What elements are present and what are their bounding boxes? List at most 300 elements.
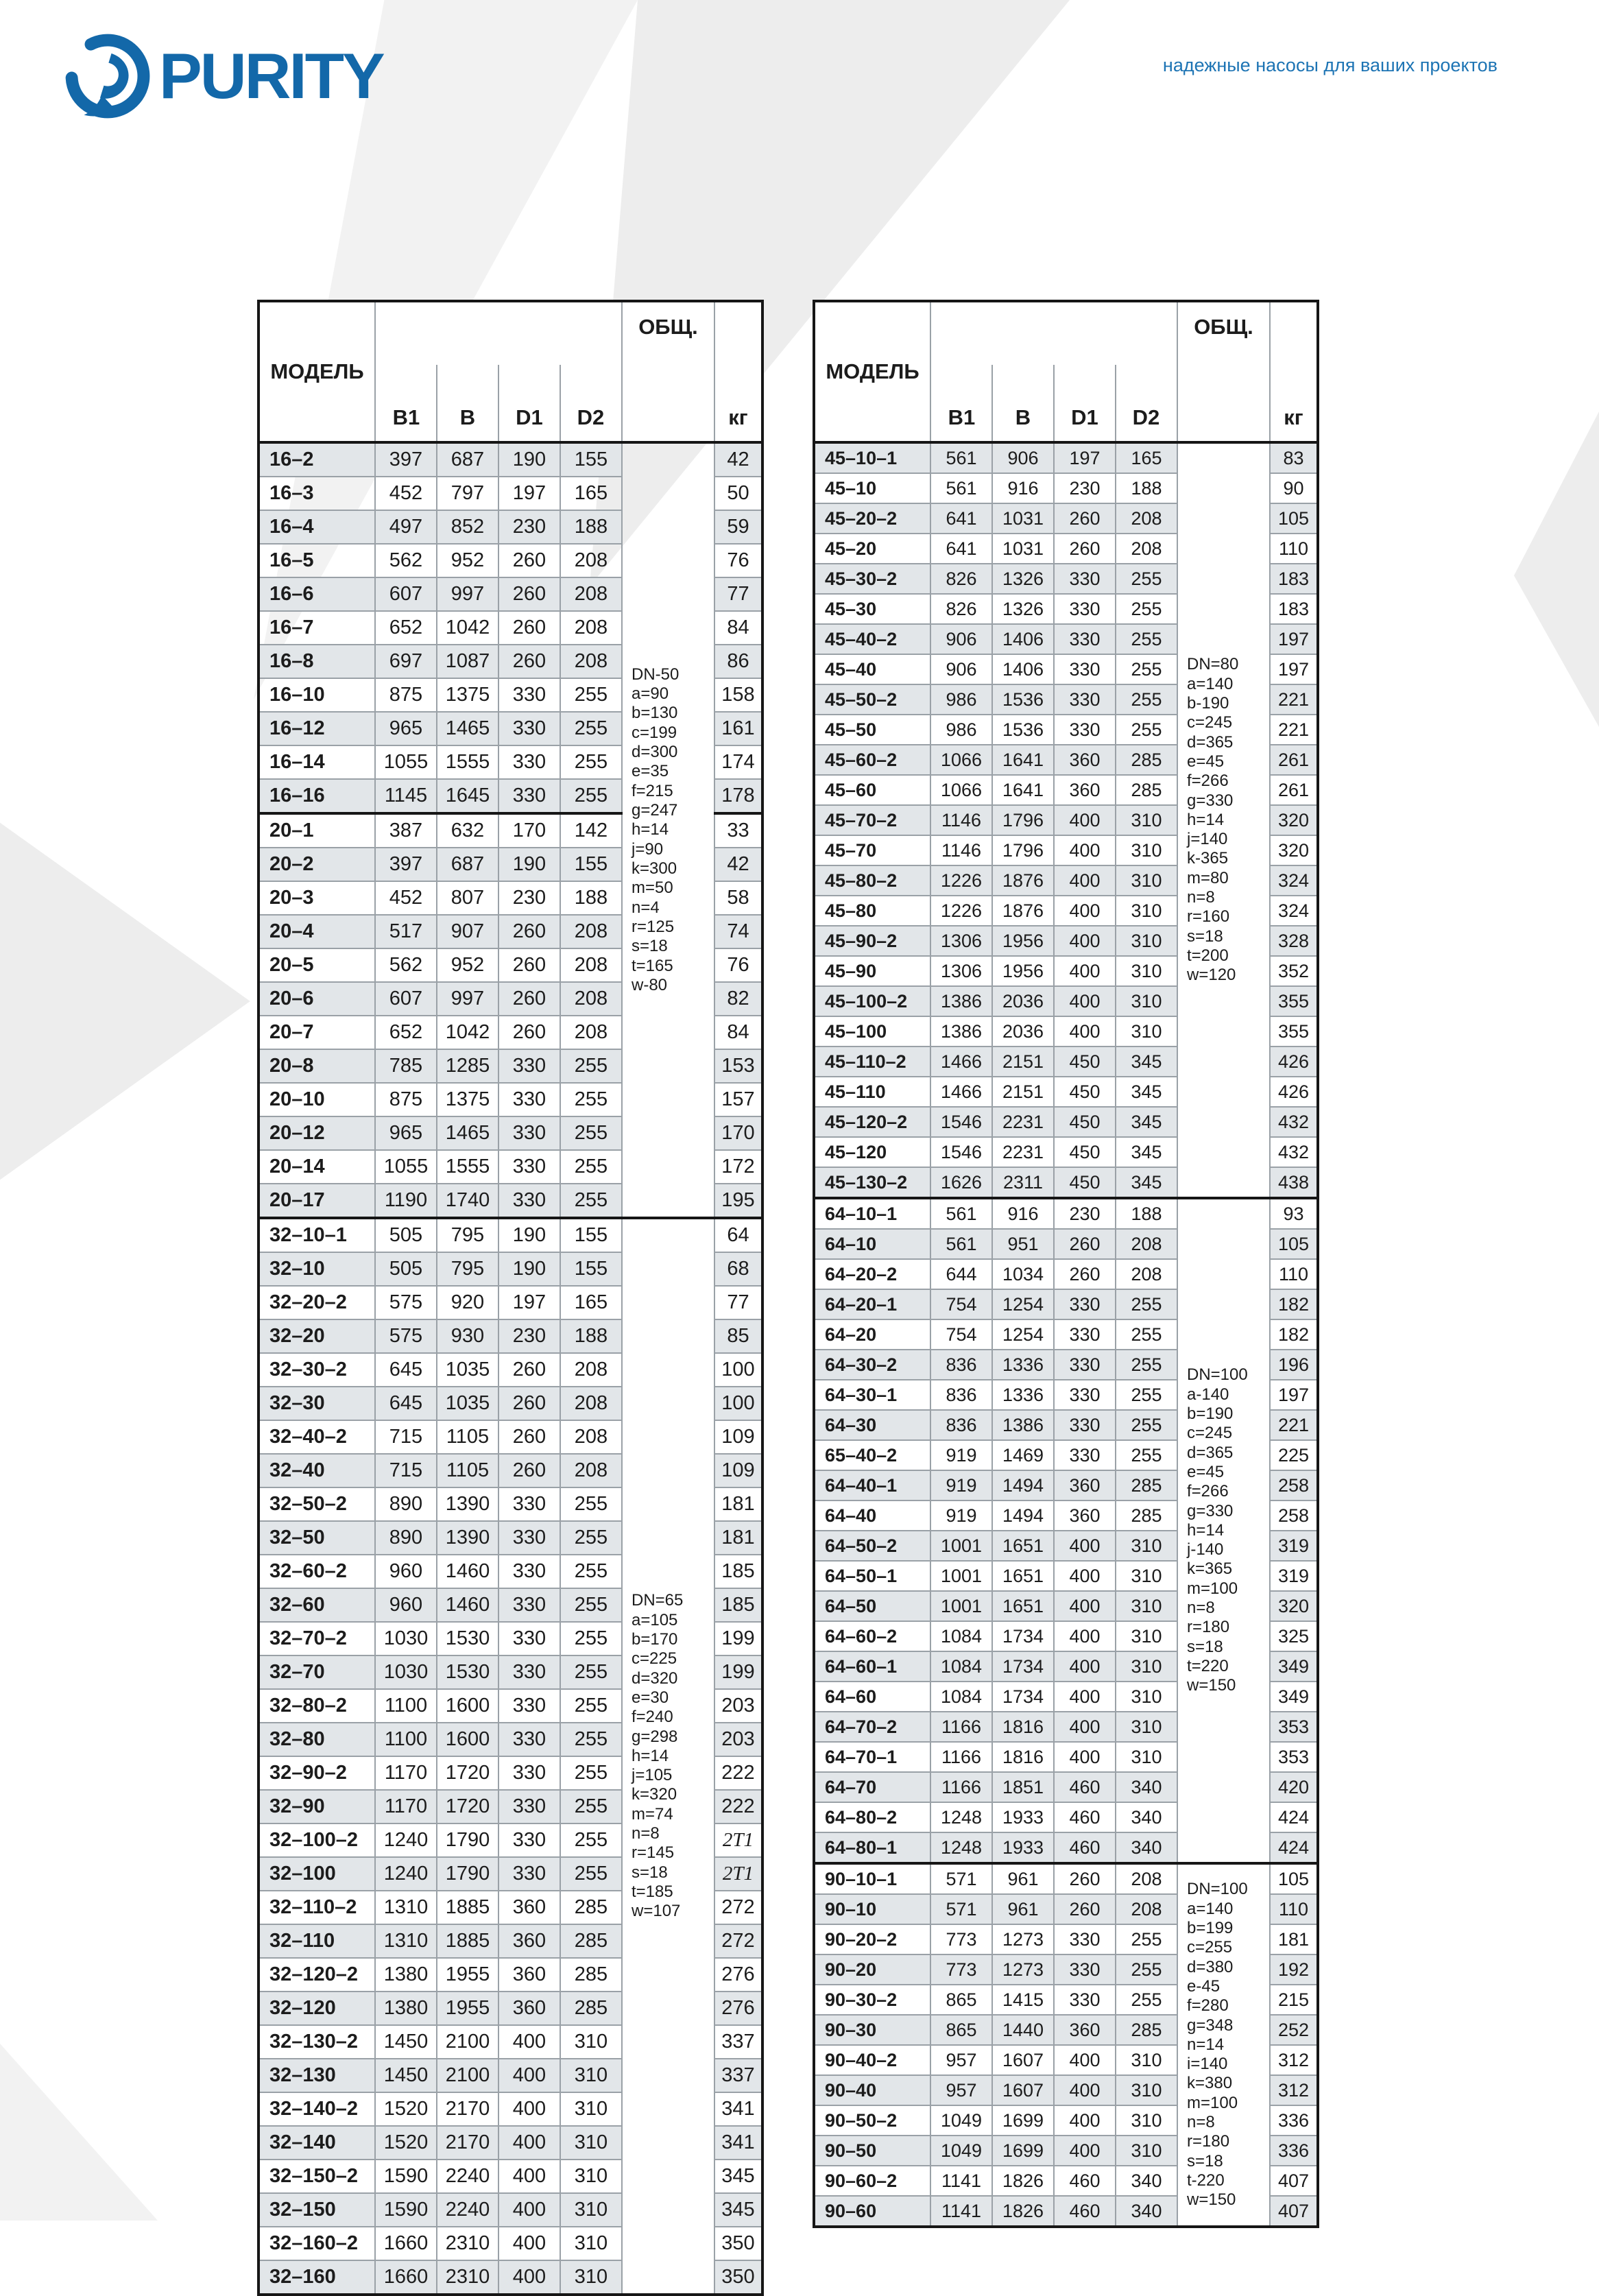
- d2-cell: 345: [1116, 1137, 1177, 1167]
- d2-cell: 345: [1116, 1107, 1177, 1137]
- d2-cell: 340: [1116, 2166, 1177, 2196]
- model-cell: 20–2: [259, 848, 375, 881]
- kg-cell: 196: [1270, 1350, 1318, 1380]
- d1-cell: 330: [1054, 564, 1116, 594]
- kg-cell: 320: [1270, 1591, 1318, 1621]
- model-cell: 20–10: [259, 1083, 375, 1116]
- dim-line: n=8: [1187, 888, 1215, 907]
- dim-line: f=266: [1187, 772, 1229, 791]
- d1-cell: 460: [1054, 1832, 1116, 1863]
- b1-cell: 1386: [930, 986, 992, 1016]
- d1-cell: 400: [1054, 1016, 1116, 1047]
- d1-cell: 330: [498, 1555, 560, 1588]
- d1-cell: 330: [498, 779, 560, 813]
- b1-cell: 836: [930, 1380, 992, 1410]
- d2-cell: 208: [1116, 534, 1177, 564]
- b-cell: 1790: [437, 1857, 498, 1891]
- b1-cell: 644: [930, 1259, 992, 1289]
- dim-line: f=240: [632, 1708, 673, 1727]
- kg-cell: 77: [714, 577, 762, 611]
- model-cell: 16–10: [259, 678, 375, 712]
- b-cell: 1494: [992, 1500, 1054, 1531]
- model-cell: 45–90–2: [814, 926, 930, 956]
- b1-cell: 1240: [375, 1857, 437, 1891]
- d2-cell: 310: [1116, 986, 1177, 1016]
- b1-cell: 1520: [375, 2126, 437, 2160]
- kg-cell: 272: [714, 1924, 762, 1958]
- b1-cell: 1310: [375, 1924, 437, 1958]
- dim-line: r=180: [1187, 1618, 1230, 1637]
- dim-line: j=105: [632, 1766, 673, 1785]
- d2-cell: 208: [560, 544, 622, 577]
- kg-cell: 336: [1270, 2136, 1318, 2166]
- d2-cell: 155: [560, 442, 622, 477]
- d2-cell: 310: [1116, 1742, 1177, 1772]
- b1-cell: 1030: [375, 1655, 437, 1689]
- b-cell: 1035: [437, 1353, 498, 1387]
- d1-cell: 330: [1054, 715, 1116, 745]
- model-cell: 64–50–1: [814, 1561, 930, 1591]
- d2-cell: 255: [560, 1116, 622, 1150]
- model-cell: 45–60–2: [814, 745, 930, 775]
- col-header-d1: D1: [1054, 301, 1116, 442]
- d2-cell: 285: [1116, 1470, 1177, 1500]
- b-cell: 795: [437, 1218, 498, 1252]
- model-cell: 64–50: [814, 1591, 930, 1621]
- b1-cell: 561: [930, 442, 992, 473]
- dims-annotation: [622, 1218, 714, 2295]
- d1-cell: 360: [1054, 2015, 1116, 2045]
- b1-cell: 1240: [375, 1823, 437, 1857]
- d2-cell: 255: [560, 1184, 622, 1218]
- model-cell: 32–90–2: [259, 1756, 375, 1790]
- b-cell: 1651: [992, 1531, 1054, 1561]
- d2-cell: 310: [1116, 1712, 1177, 1742]
- model-cell: 32–50–2: [259, 1487, 375, 1521]
- kg-cell: 221: [1270, 715, 1318, 745]
- kg-cell: 68: [714, 1252, 762, 1286]
- b-cell: 2100: [437, 2059, 498, 2092]
- d1-cell: 360: [498, 1924, 560, 1958]
- d2-cell: 310: [1116, 1682, 1177, 1712]
- d2-cell: 188: [1116, 1198, 1177, 1229]
- model-cell: 16–5: [259, 544, 375, 577]
- kg-cell: 276: [714, 1992, 762, 2025]
- dim-line: DN=100: [1187, 1365, 1248, 1385]
- b1-cell: 1386: [930, 1016, 992, 1047]
- kg-cell: 432: [1270, 1137, 1318, 1167]
- model-cell: 64–40: [814, 1500, 930, 1531]
- kg-cell: 345: [714, 2193, 762, 2227]
- kg-cell: 84: [714, 1016, 762, 1049]
- dim-line: c=199: [632, 723, 677, 742]
- b-cell: 1042: [437, 1016, 498, 1049]
- purity-logo-icon: [60, 29, 155, 123]
- b-cell: 1720: [437, 1756, 498, 1790]
- d2-cell: 208: [560, 1353, 622, 1387]
- b1-cell: 1100: [375, 1723, 437, 1756]
- b1-cell: 1546: [930, 1137, 992, 1167]
- b-cell: 2151: [992, 1077, 1054, 1107]
- model-cell: 45–60: [814, 775, 930, 805]
- kg-cell: 336: [1270, 2105, 1318, 2136]
- b1-cell: 960: [375, 1588, 437, 1622]
- b-cell: 1042: [437, 611, 498, 645]
- model-cell: 45–50–2: [814, 684, 930, 715]
- kg-cell: 258: [1270, 1470, 1318, 1500]
- dim-line: w-80: [632, 975, 668, 994]
- d1-cell: 330: [498, 1622, 560, 1655]
- d2-cell: 310: [1116, 896, 1177, 926]
- b1-cell: 754: [930, 1289, 992, 1319]
- col-header-b1: B1: [375, 301, 437, 442]
- dim-line: g=247: [632, 801, 678, 820]
- b1-cell: 919: [930, 1440, 992, 1470]
- d2-cell: 255: [560, 1723, 622, 1756]
- model-cell: 20–3: [259, 881, 375, 915]
- d1-cell: 260: [1054, 1229, 1116, 1259]
- d1-cell: 260: [498, 1353, 560, 1387]
- kg-cell: 319: [1270, 1531, 1318, 1561]
- d1-cell: 360: [1054, 775, 1116, 805]
- model-cell: 45–70–2: [814, 805, 930, 835]
- table-header-row: [259, 301, 762, 442]
- kg-cell: 328: [1270, 926, 1318, 956]
- kg-cell: 2T1: [714, 1857, 762, 1891]
- kg-cell: 59: [714, 510, 762, 544]
- b-cell: 1536: [992, 715, 1054, 745]
- d2-cell: 310: [560, 2025, 622, 2059]
- kg-cell: 221: [1270, 684, 1318, 715]
- model-cell: 64–20: [814, 1319, 930, 1350]
- dim-line: n=14: [1187, 2035, 1225, 2054]
- b-cell: 2311: [992, 1167, 1054, 1198]
- b1-cell: 645: [375, 1387, 437, 1420]
- d2-cell: 310: [560, 2126, 622, 2160]
- b1-cell: 754: [930, 1319, 992, 1350]
- b-cell: 795: [437, 1252, 498, 1286]
- d2-cell: 208: [560, 577, 622, 611]
- kg-cell: 312: [1270, 2045, 1318, 2075]
- d1-cell: 197: [498, 477, 560, 510]
- col-header-obsh: ОБЩ.: [1177, 301, 1270, 442]
- dim-line: n=4: [632, 898, 660, 917]
- b-cell: 1956: [992, 956, 1054, 986]
- b-cell: 1796: [992, 835, 1054, 865]
- dim-line: t=165: [632, 956, 673, 975]
- kg-cell: 424: [1270, 1802, 1318, 1832]
- kg-cell: 174: [714, 745, 762, 779]
- b1-cell: 1001: [930, 1591, 992, 1621]
- dim-line: t=185: [632, 1882, 673, 1902]
- d2-cell: 255: [1116, 1440, 1177, 1470]
- dim-line: w=120: [1187, 966, 1236, 985]
- d2-cell: 255: [560, 678, 622, 712]
- dim-line: b=170: [632, 1629, 678, 1649]
- b-cell: 1740: [437, 1184, 498, 1218]
- kg-cell: 197: [1270, 654, 1318, 684]
- table-row: [814, 1863, 1318, 1894]
- d1-cell: 260: [498, 544, 560, 577]
- kg-cell: 83: [1270, 442, 1318, 473]
- b1-cell: 641: [930, 534, 992, 564]
- d1-cell: 400: [1054, 835, 1116, 865]
- d2-cell: 310: [1116, 1591, 1177, 1621]
- model-cell: 45–70: [814, 835, 930, 865]
- b-cell: 1390: [437, 1487, 498, 1521]
- d1-cell: 400: [498, 2260, 560, 2295]
- model-cell: 90–30–2: [814, 1985, 930, 2015]
- b-cell: 1254: [992, 1289, 1054, 1319]
- dim-line: f=215: [632, 781, 673, 800]
- b1-cell: 607: [375, 982, 437, 1016]
- b-cell: 1536: [992, 684, 1054, 715]
- b1-cell: 652: [375, 1016, 437, 1049]
- dim-line: s=18: [1187, 1637, 1223, 1656]
- b1-cell: 1190: [375, 1184, 437, 1218]
- kg-cell: 58: [714, 881, 762, 915]
- b-cell: 951: [992, 1229, 1054, 1259]
- b-cell: 1956: [992, 926, 1054, 956]
- col-header-b: B: [437, 301, 498, 442]
- model-cell: 16–6: [259, 577, 375, 611]
- b1-cell: 1049: [930, 2105, 992, 2136]
- b-cell: 1641: [992, 775, 1054, 805]
- d2-cell: 310: [1116, 2045, 1177, 2075]
- dim-line: k=320: [632, 1785, 677, 1804]
- d2-cell: 285: [560, 1958, 622, 1992]
- b-cell: 2231: [992, 1137, 1054, 1167]
- b1-cell: 715: [375, 1454, 437, 1487]
- b-cell: 2310: [437, 2227, 498, 2260]
- dim-line: r=145: [632, 1843, 675, 1863]
- d1-cell: 400: [498, 2059, 560, 2092]
- b1-cell: 1660: [375, 2227, 437, 2260]
- d2-cell: 310: [1116, 865, 1177, 896]
- d2-cell: 255: [1116, 564, 1177, 594]
- b1-cell: 1055: [375, 745, 437, 779]
- b1-cell: 1310: [375, 1891, 437, 1924]
- b1-cell: 1166: [930, 1742, 992, 1772]
- model-cell: 32–120: [259, 1992, 375, 2025]
- b1-cell: 986: [930, 715, 992, 745]
- b1-cell: 1226: [930, 896, 992, 926]
- d1-cell: 197: [1054, 442, 1116, 473]
- kg-cell: 64: [714, 1218, 762, 1252]
- kg-cell: 341: [714, 2126, 762, 2160]
- dim-line: m=74: [632, 1804, 673, 1823]
- d1-cell: 330: [1054, 1410, 1116, 1440]
- kg-cell: 157: [714, 1083, 762, 1116]
- b1-cell: 1590: [375, 2193, 437, 2227]
- d1-cell: 400: [1054, 1651, 1116, 1682]
- b1-cell: 960: [375, 1555, 437, 1588]
- model-cell: 32–130–2: [259, 2025, 375, 2059]
- model-cell: 45–30: [814, 594, 930, 624]
- b1-cell: 1146: [930, 835, 992, 865]
- kg-cell: 182: [1270, 1319, 1318, 1350]
- kg-cell: 337: [714, 2025, 762, 2059]
- model-cell: 64–80–1: [814, 1832, 930, 1863]
- b-cell: 1460: [437, 1555, 498, 1588]
- model-cell: 64–40–1: [814, 1470, 930, 1500]
- kg-cell: 272: [714, 1891, 762, 1924]
- b-cell: 916: [992, 1198, 1054, 1229]
- b-cell: 687: [437, 442, 498, 477]
- d1-cell: 330: [1054, 654, 1116, 684]
- d2-cell: 310: [1116, 1016, 1177, 1047]
- kg-cell: 199: [714, 1655, 762, 1689]
- kg-cell: 312: [1270, 2075, 1318, 2105]
- b1-cell: 1055: [375, 1150, 437, 1184]
- kg-cell: 82: [714, 982, 762, 1016]
- b1-cell: 1306: [930, 926, 992, 956]
- kg-cell: 77: [714, 1286, 762, 1319]
- d1-cell: 260: [498, 915, 560, 948]
- b-cell: 2036: [992, 1016, 1054, 1047]
- model-cell: 45–30–2: [814, 564, 930, 594]
- model-cell: 32–10–1: [259, 1218, 375, 1252]
- b1-cell: 561: [930, 473, 992, 503]
- b-cell: 2240: [437, 2193, 498, 2227]
- b1-cell: 1001: [930, 1531, 992, 1561]
- b-cell: 1933: [992, 1832, 1054, 1863]
- b-cell: 1326: [992, 564, 1054, 594]
- col-header-d2: D2: [1116, 301, 1177, 442]
- d2-cell: 255: [560, 1689, 622, 1723]
- b-cell: 1375: [437, 1083, 498, 1116]
- d1-cell: 450: [1054, 1077, 1116, 1107]
- col-header-d2: D2: [560, 301, 622, 442]
- kg-cell: 90: [1270, 473, 1318, 503]
- dim-line: d=300: [632, 743, 678, 762]
- model-cell: 64–80–2: [814, 1802, 930, 1832]
- d1-cell: 230: [1054, 473, 1116, 503]
- b1-cell: 1146: [930, 805, 992, 835]
- d2-cell: 208: [560, 1454, 622, 1487]
- right-dimensions-table: [813, 300, 1319, 2228]
- kg-cell: 276: [714, 1958, 762, 1992]
- watermark-shape: [0, 2044, 158, 2221]
- b1-cell: 505: [375, 1218, 437, 1252]
- b-cell: 1285: [437, 1049, 498, 1083]
- b1-cell: 1248: [930, 1832, 992, 1863]
- dim-line: f=280: [1187, 1996, 1229, 2016]
- d2-cell: 255: [1116, 624, 1177, 654]
- b1-cell: 1380: [375, 1958, 437, 1992]
- b1-cell: 965: [375, 712, 437, 745]
- kg-cell: 197: [1270, 1380, 1318, 1410]
- d2-cell: 208: [560, 948, 622, 982]
- model-cell: 16–8: [259, 645, 375, 678]
- b1-cell: 1450: [375, 2059, 437, 2092]
- d2-cell: 255: [560, 1622, 622, 1655]
- col-header-d1: D1: [498, 301, 560, 442]
- d2-cell: 255: [560, 712, 622, 745]
- dim-line: w=150: [1187, 2190, 1236, 2210]
- d2-cell: 208: [560, 915, 622, 948]
- b-cell: 1826: [992, 2166, 1054, 2196]
- b-cell: 1336: [992, 1350, 1054, 1380]
- b-cell: 1699: [992, 2136, 1054, 2166]
- kg-cell: 407: [1270, 2196, 1318, 2227]
- d1-cell: 330: [1054, 624, 1116, 654]
- d2-cell: 310: [1116, 2136, 1177, 2166]
- d2-cell: 310: [1116, 1621, 1177, 1651]
- col-header-b: B: [992, 301, 1054, 442]
- b-cell: 2151: [992, 1047, 1054, 1077]
- model-cell: 90–40–2: [814, 2045, 930, 2075]
- dim-line: b=190: [1187, 1404, 1234, 1423]
- model-cell: 64–20–1: [814, 1289, 930, 1319]
- kg-cell: 325: [1270, 1621, 1318, 1651]
- d2-cell: 345: [1116, 1167, 1177, 1198]
- dim-line: k=380: [1187, 2074, 1233, 2093]
- model-cell: 32–110: [259, 1924, 375, 1958]
- dim-line: d=365: [1187, 1443, 1234, 1462]
- d1-cell: 460: [1054, 1802, 1116, 1832]
- b-cell: 907: [437, 915, 498, 948]
- d1-cell: 400: [1054, 2136, 1116, 2166]
- d1-cell: 400: [498, 2025, 560, 2059]
- model-cell: 32–130: [259, 2059, 375, 2092]
- d2-cell: 255: [560, 1588, 622, 1622]
- kg-cell: 195: [714, 1184, 762, 1218]
- model-cell: 90–60–2: [814, 2166, 930, 2196]
- d2-cell: 310: [1116, 1651, 1177, 1682]
- dim-line: e-45: [1187, 1976, 1221, 1996]
- d1-cell: 400: [1054, 896, 1116, 926]
- kg-cell: 438: [1270, 1167, 1318, 1198]
- b1-cell: 575: [375, 1319, 437, 1353]
- dim-line: h=14: [1187, 1520, 1225, 1540]
- b1-cell: 561: [930, 1229, 992, 1259]
- kg-cell: 225: [1270, 1440, 1318, 1470]
- kg-cell: 320: [1270, 835, 1318, 865]
- d2-cell: 188: [1116, 473, 1177, 503]
- d1-cell: 330: [498, 1184, 560, 1218]
- d1-cell: 400: [498, 2092, 560, 2126]
- b-cell: 1645: [437, 779, 498, 813]
- dim-line: g=348: [1187, 2016, 1234, 2035]
- d2-cell: 310: [560, 2193, 622, 2227]
- b-cell: 1651: [992, 1561, 1054, 1591]
- dim-line: h=14: [1187, 810, 1225, 829]
- b1-cell: 1546: [930, 1107, 992, 1137]
- d1-cell: 260: [1054, 1259, 1116, 1289]
- b1-cell: 1248: [930, 1802, 992, 1832]
- d1-cell: 400: [498, 2193, 560, 2227]
- b-cell: 1105: [437, 1454, 498, 1487]
- dim-line: h=14: [632, 1746, 669, 1765]
- b1-cell: 607: [375, 577, 437, 611]
- model-cell: 16–4: [259, 510, 375, 544]
- d2-cell: 208: [1116, 1863, 1177, 1894]
- b-cell: 952: [437, 948, 498, 982]
- d2-cell: 165: [1116, 442, 1177, 473]
- model-cell: 32–60–2: [259, 1555, 375, 1588]
- d1-cell: 400: [1054, 986, 1116, 1016]
- b1-cell: 986: [930, 684, 992, 715]
- b1-cell: 571: [930, 1863, 992, 1894]
- kg-cell: 181: [714, 1521, 762, 1555]
- dim-line: c=245: [1187, 713, 1233, 732]
- d1-cell: 170: [498, 813, 560, 848]
- d2-cell: 188: [560, 1319, 622, 1353]
- b1-cell: 387: [375, 813, 437, 848]
- d2-cell: 142: [560, 813, 622, 848]
- b-cell: 1885: [437, 1891, 498, 1924]
